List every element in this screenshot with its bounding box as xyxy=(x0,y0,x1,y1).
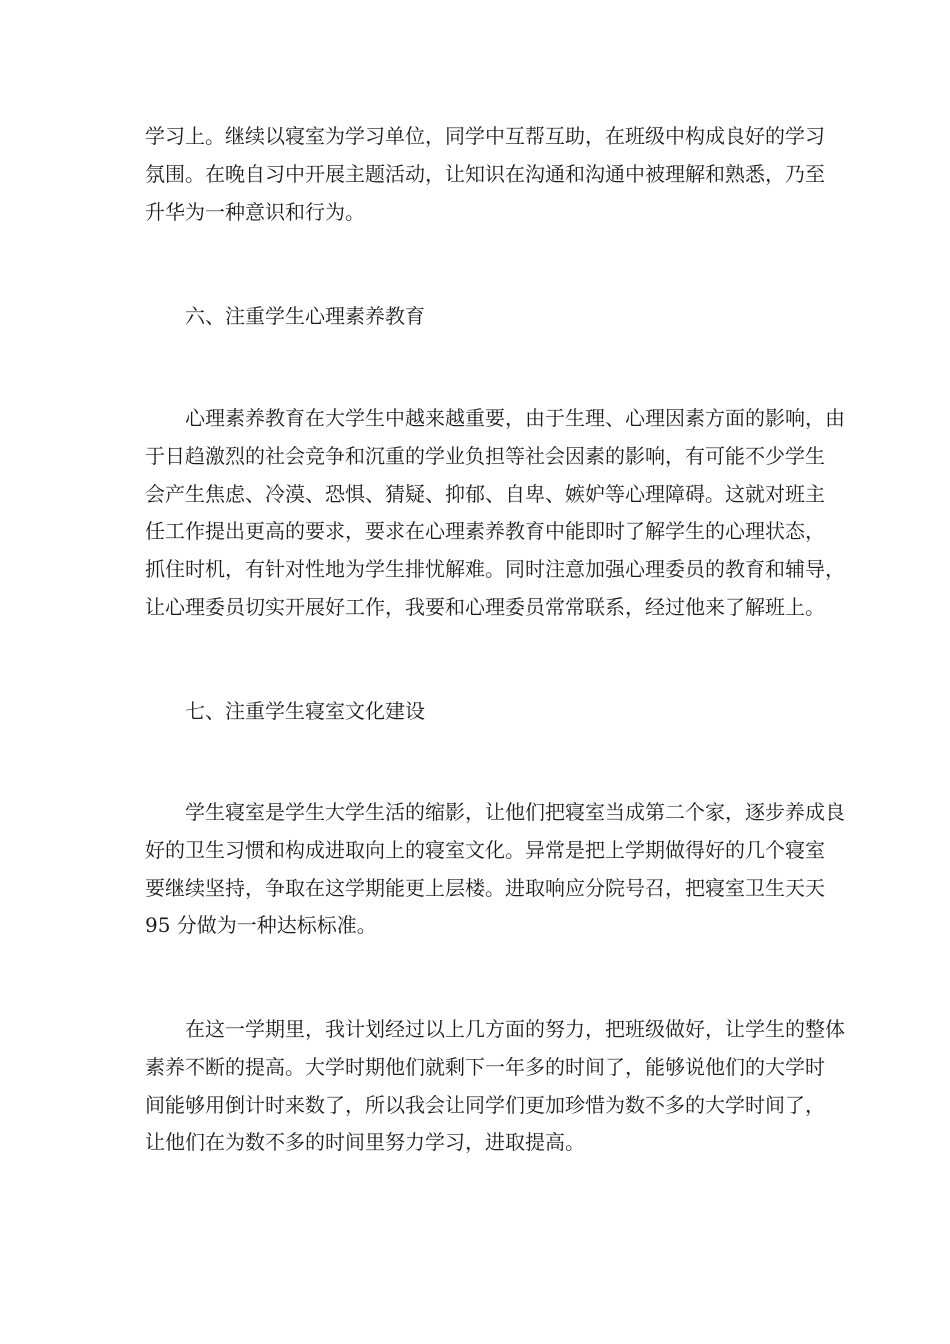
text-line: 于日趋激烈的社会竞争和沉重的学业负担等社会因素的影响，有可能不少学生 xyxy=(145,444,825,468)
text-line: 素养不断的提高。大学时期他们就剩下一年多的时间了，能够说他们的大学时 xyxy=(145,1055,825,1079)
text-line: 让心理委员切实开展好工作，我要和心理委员常常联系，经过他来了解班上。 xyxy=(145,595,825,619)
text-line: 95 分做为一种达标标准。 xyxy=(145,913,377,937)
text-line: 学习上。继续以寝室为学习单位，同学中互帮互助，在班级中构成良好的学习 xyxy=(145,124,825,148)
text-line: 会产生焦虑、冷漠、恐惧、猜疑、抑郁、自卑、嫉妒等心理障碍。这就对班主 xyxy=(145,482,825,506)
text-line: 让他们在为数不多的时间里努力学习，进取提高。 xyxy=(145,1130,585,1154)
section-heading: 七、注重学生寝室文化建设 xyxy=(145,699,425,723)
text-line: 在这一学期里，我计划经过以上几方面的努力，把班级做好，让学生的整体 xyxy=(145,1017,845,1041)
text-line: 升华为一种意识和行为。 xyxy=(145,200,365,224)
text-line: 抓住时机，有针对性地为学生排忧解难。同时注意加强心理委员的教育和辅导， xyxy=(145,557,845,581)
text-line: 任工作提出更高的要求，要求在心理素养教育中能即时了解学生的心理状态， xyxy=(145,519,825,543)
text-line: 要继续坚持，争取在这学期能更上层楼。进取响应分院号召，把寝室卫生天天 xyxy=(145,876,825,900)
text-line: 学生寝室是学生大学生活的缩影，让他们把寝室当成第二个家，逐步养成良 xyxy=(145,800,845,824)
text-line: 好的卫生习惯和构成进取向上的寝室文化。异常是把上学期做得好的几个寝室 xyxy=(145,838,825,862)
text-line: 间能够用倒计时来数了，所以我会让同学们更加珍惜为数不多的大学时间了， xyxy=(145,1093,825,1117)
text-line: 心理素养教育在大学生中越来越重要，由于生理、心理因素方面的影响，由 xyxy=(145,406,845,430)
section-heading: 六、注重学生心理素养教育 xyxy=(145,304,425,328)
text-line: 氛围。在晚自习中开展主题活动，让知识在沟通和沟通中被理解和熟悉，乃至 xyxy=(145,162,825,186)
